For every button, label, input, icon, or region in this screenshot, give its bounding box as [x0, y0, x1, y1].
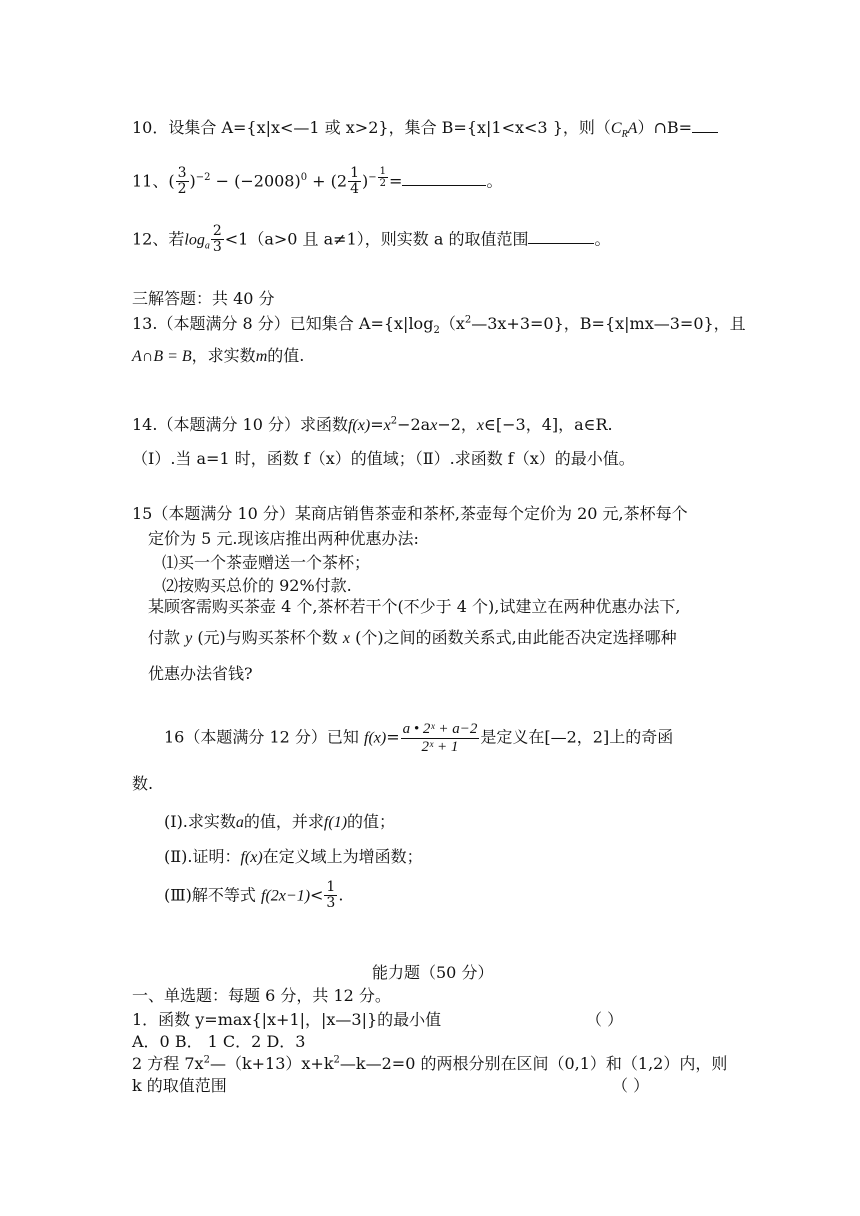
question-16-line1: 16（本题满分 12 分）已知 f(x)= $\frac{\text{a • 2ˣ + a−2}}{\text{2ˣ + 1}}$ 是定义在[—2，2]上的奇函: [164, 721, 674, 755]
answer-blank[interactable]: [692, 132, 718, 133]
question-15-line7: 优惠办法省钱?: [148, 664, 253, 683]
q10-text: 10．设集合 A={x|x<—1 或 x>2}，集合 B={x|1<x<3 }，则（: [132, 118, 611, 137]
question-16-part3: (Ⅲ)解不等式 f(2x−1)< $\frac{1}{3}$ .: [164, 879, 344, 912]
answer-blank[interactable]: [528, 243, 594, 244]
question-12: 12、若$\log_a$ $\frac{2}{3}$ <1（a>0 且 a≠1），则实数 a 的取值范围 。: [132, 223, 611, 256]
fraction-1-4: $\frac{1}{4}$: [350, 165, 360, 198]
question-15-option1: ⑴买一个茶壶赠送一个茶杯；: [162, 553, 371, 572]
question-10: [132, 118, 718, 141]
question-14-line2: （Ⅰ）.当 a=1 时，函数 f（x）的值域；（Ⅱ）.求函数 f（x）的最小值。: [132, 449, 635, 468]
question-14-line1: 14.（本题满分 10 分）求函数$f(x)=x^2-2ax-2$，x∈[−3，4]，a∈R.: [132, 415, 613, 434]
q10-complement: $C_RA$: [610, 120, 638, 141]
exponent-fraction: $\frac{1}{2}$: [379, 166, 387, 190]
question-11: 11、( $\frac{3}{2}$ )$^{-2} - (-2008)^0 + (2$ $\frac{1}{4}$ )$^{- \frac{1}{2}}$ = 。: [132, 165, 503, 198]
question-13-line2: A∩B = B，求实数m的值.: [132, 346, 305, 365]
ability-title: 能力题（50 分）: [372, 963, 494, 982]
mc2-line1: 2 方程 $7x^2—(k+13)x+k^2—k—2=0$ 的两根分别在区间（0,1）和（1,2）内，则: [132, 1054, 728, 1073]
mc1-bracket[interactable]: （ ）: [586, 1010, 624, 1029]
fraction-3-2: $\frac{3}{2}$: [177, 165, 187, 198]
question-13-line1: 13.（本题满分 8 分）已知集合 $A=\{x|\log_2(x^2—3x+3=0\}$，B={x|mx—3=0}，且: [132, 314, 746, 337]
section-3-title: 三解答题：共 40 分: [132, 289, 275, 308]
fraction-2-3: $\frac{2}{3}$: [212, 223, 222, 256]
q10-tail: ）∩B=: [637, 118, 693, 137]
function-fraction: $\frac{\text{a • 2ˣ + a−2}}{\text{2ˣ + 1}}$: [402, 721, 478, 755]
section-1-title: 一、单选题：每题 6 分，共 12 分。: [132, 986, 391, 1005]
question-15-line6: 付款 y (元)与购买茶杯个数 x (个)之间的函数关系式,由此能否决定选择哪种: [148, 628, 677, 647]
mc1-stem: 1．函数 y=max{|x+1|，|x—3|}的最小值: [132, 1010, 442, 1029]
mc1-options: A．0 B． 1 C．2 D．3: [132, 1032, 306, 1051]
question-16-line2: 数.: [132, 774, 154, 793]
mc2-line2: k 的取值范围: [132, 1076, 227, 1095]
question-16-part2: (Ⅱ).证明：f(x)在定义域上为增函数；: [164, 847, 423, 866]
question-15-line1: 15（本题满分 10 分）某商店销售茶壶和茶杯,茶壶每个定价为 20 元,茶杯每个: [132, 504, 688, 523]
mc2-bracket[interactable]: （ ）: [612, 1076, 650, 1095]
answer-blank[interactable]: [402, 185, 486, 186]
question-15-line2: 定价为 5 元.现该店推出两种优惠办法:: [148, 529, 419, 548]
question-16-part1: (Ⅰ).求实数a的值，并求f(1)的值；: [164, 812, 396, 831]
fraction-1-3: $\frac{1}{3}$: [326, 879, 336, 912]
question-15-option2: ⑵按购买总价的 92%付款.: [162, 576, 352, 595]
question-15-line5: 某顾客需购买茶壶 4 个,茶杯若干个(不少于 4 个),试建立在两种优惠办法下,: [148, 597, 681, 616]
